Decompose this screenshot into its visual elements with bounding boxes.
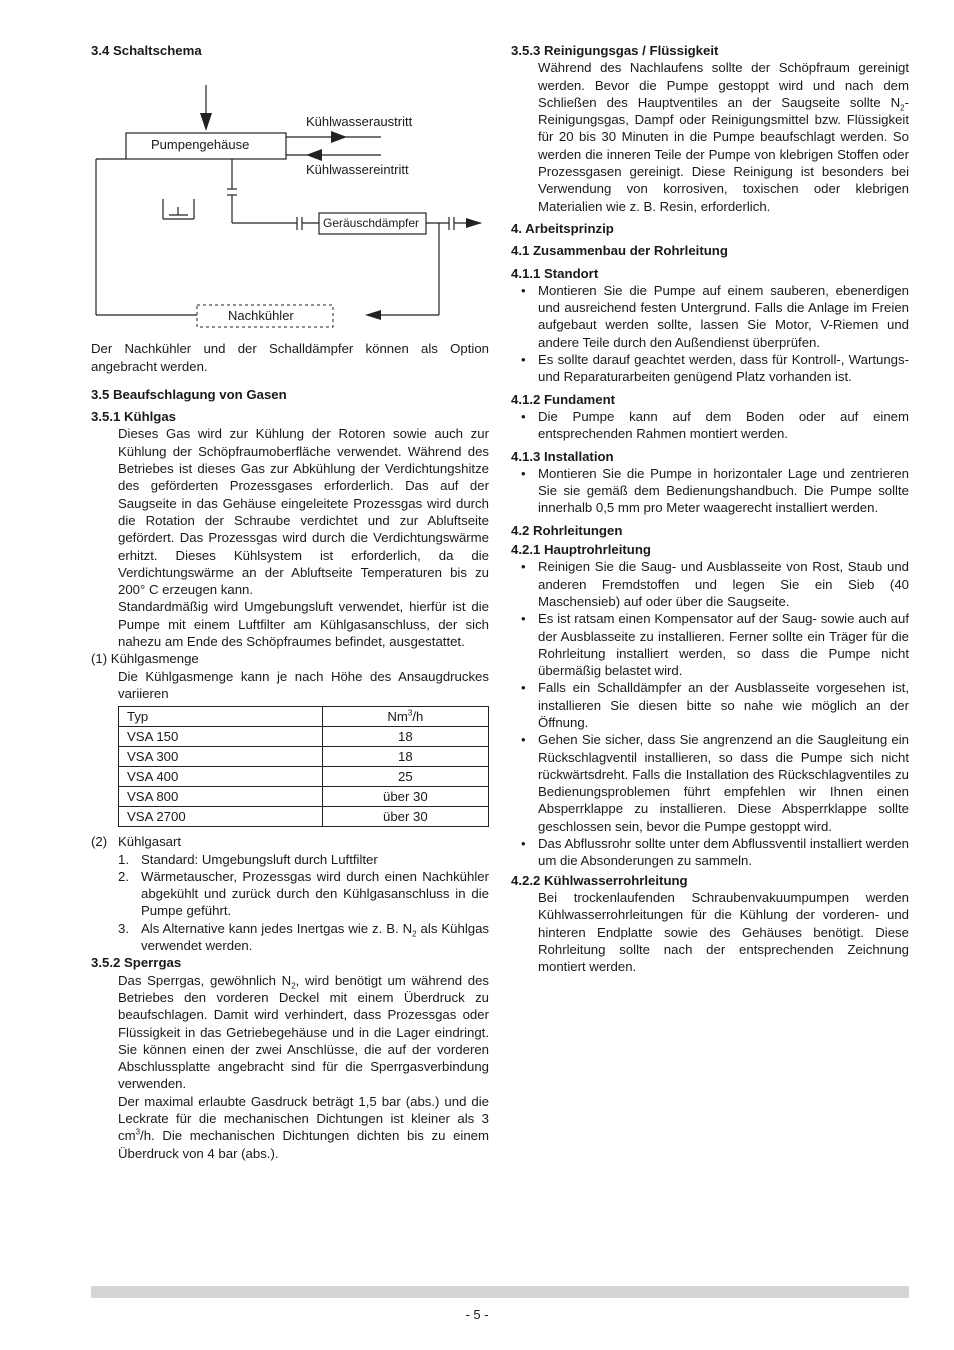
paragraph-cooling-gas: Dieses Gas wird zur Kühlung der Rotoren sowie auch zur Kühlung der Schöpfraumoberfläche verwendet. Während des Betriebes ist dieses Gas zur Abkühlung der Verdichtungshitze des geförderten Prozessgases erforderlich. Das auf der Saugseite in das Gehäuse eingeleitete Prozessgas wird durch die Rotation der Schraube verdichtet und zur Abluftseite gefördert. Das Prozessgas wird durch die Verdichtungswärme erhitzt. Dieses Kühlsystem ist erforderlich, da die Verdichtungswärme an der Abluftseite Temperaturen bis zu 200° C erzeugen kann.	[118, 426, 489, 598]
heading-4-1-3: 4.1.3 Installation	[511, 448, 614, 464]
left-column	[91, 42, 489, 1162]
heading-4: 4. Arbeitsprinzip	[511, 220, 614, 236]
paragraph-cooling-water-piping: Bei trockenlaufenden Schraubenvakuumpumpen werden Kühlwasserrohrleitungen für die Kühlung der vorderen- und hinteren Endplatte sowie des Gehäuses benötigt. Diese Rohrleitung sollte nach der entsprechenden Zeichnung montiert werden.	[538, 889, 909, 975]
right-column	[511, 42, 909, 975]
diagram-label-aftercooler: Nachkühler	[228, 308, 294, 324]
list-item: • Gehen Sie sicher, dass Sie angrenzend an die Saugleitung ein Rückschlagventil installieren, so dass die Pumpe sich nicht rückwärtsdreht. Falls die Installation des Rückschlagventiles zu Bedienungsproblemen führt empfehlen wir Ihnen einen Absperrklappe zu installieren. Diese Absperrklappe sollte geschlossen sein, bevor die Pumpe gestoppt wird.	[511, 731, 909, 835]
list-item: • Reinigen Sie die Saug- und Ausblasseite von Rost, Staub und anderen Fremdstoffen und legen Sie ein Sieb (40 Maschensieb) auf oder über die Saugseite.	[511, 558, 909, 610]
table-row: VSA 2700 über 30	[119, 807, 489, 827]
list-item: • Es ist ratsam einen Kompensator auf der Saug- sowie auch auf der Ausblasseite zu installieren. Ferner sollte ein Träger für die Rohrleitung installiert werden, so dass die Pumpe nicht übermäßig belastet wird.	[511, 610, 909, 679]
table-row: VSA 800 über 30	[119, 787, 489, 807]
heading-3-5: 3.5 Beaufschlagung von Gasen	[91, 386, 287, 402]
list-item: • Montieren Sie die Pumpe in horizontaler Lage und zentrieren Sie sie gemäß dem Bedienungshandbuch. Die Pumpe sollte innerhalb 0,5 mm pro Meter waagerecht installiert werden.	[511, 465, 909, 517]
paragraph-cooling-gas-standard: Standardmäßig wird Umgebungsluft verwendet, hierfür ist die Pumpe mit einem Luftfilter am Kühlgasanschluss, der sich nahezu am Ende des Schöpfraumes befindet, ausgestattet.	[118, 599, 489, 650]
diagram-note: Der Nachkühler und der Schalldämpfer können als Option angebracht werden.	[91, 341, 489, 374]
list-item: • Das Abflussrohr sollte unter dem Abflussventil installiert werden um die Absonderungen zu sammeln.	[511, 835, 909, 870]
heading-3-4: 3.4 Schaltschema	[91, 43, 202, 58]
table-row: VSA 150 18	[119, 727, 489, 747]
heading-4-1: 4.1 Zusammenbau der Rohrleitung	[511, 243, 728, 259]
list-item: • Die Pumpe kann auf dem Boden oder auf einem entsprechenden Rahmen montiert werden.	[511, 408, 909, 443]
list-item: 1. Standard: Umgebungsluft durch Luftfilter	[118, 851, 378, 867]
heading-4-1-1: 4.1.1 Standort	[511, 265, 599, 281]
diagram-label-cooling-water-outlet: Kühlwasseraustritt	[306, 114, 413, 130]
table-header-type: Typ	[119, 707, 323, 727]
diagram-label-pump-housing: Pumpengehäuse	[151, 137, 250, 153]
cooling-gas-table	[118, 706, 489, 827]
paragraph-cleaning-gas: Während des Nachlaufens sollte der Schöpfraum gereinigt werden. Bevor die Pumpe gestoppt wird und nach dem Schließen des Hauptventiles an der Saugseite sollte $N_2$-Reinigungsgas, Dampf oder Reinigungsmittel bzw. Flüssigkeit für 20 bis 30 Minuten in die Pumpe beaufschlagt werden. So werden die inneren Teile der Pumpe von klebrigen Stoffen oder Prozessgasen gereinigt. Diese Reinigung ist besonders bei Verwendung von korrosiven, toxischen oder klebrigen Materialien wie z. B. Resin, erforderlich.	[538, 60, 909, 214]
list-item: • Es sollte darauf geachtet werden, dass für Kontroll-, Wartungs- und Reparaturarbeiten genügend Platz vorhanden ist.	[511, 351, 909, 386]
table-row: VSA 400 25	[119, 767, 489, 787]
cooling-gas-type-label: (2) Kühlgasart	[91, 834, 182, 850]
heading-4-2-1: 4.2.1 Hauptrohrleitung	[511, 542, 651, 558]
paragraph-sealing-gas: Das Sperrgas, gewöhnlich $N_2$, wird benötigt um während des Betriebes den vorderen Deckel mit einem Überdruck zu beaufschlagen. Damit wird verhindert, dass Prozessgas oder Flüssigkeit in das Getriebegehäuse und in die Lager eindringt. Sie können einen der zwei Anschlüsse, die auf der vorderen Abschlussplatte angebracht sind für die Sperrgasverbindung verwenden.	[118, 972, 489, 1092]
heading-4-2-2: 4.2.2 Kühlwasserrohrleitung	[511, 872, 688, 888]
schematic-diagram	[91, 65, 489, 335]
list-item: 3. Als Alternative kann jedes Inertgas wie z. B. $N_2$ als Kühlgas verwendet werden.	[118, 920, 490, 954]
heading-3-5-3: 3.5.3 Reinigungsgas / Flüssigkeit	[511, 43, 719, 58]
diagram-label-silencer: Geräuschdämpfer	[323, 216, 420, 231]
page-number: - 5 -	[465, 1307, 489, 1322]
table-header-row	[119, 707, 489, 727]
heading-3-5-1: 3.5.1 Kühlgas	[91, 409, 177, 425]
table-row: VSA 300 18	[119, 747, 489, 767]
table-header-volume: Nm$^3$/h	[322, 707, 488, 727]
heading-4-1-2: 4.1.2 Fundament	[511, 391, 616, 407]
list-item: • Falls ein Schalldämpfer an der Ausblasseite vorgesehen ist, installieren Sie diesen bitte so nahe wie möglich an der Öffnung.	[511, 679, 909, 731]
footer-bar	[91, 1286, 909, 1298]
list-item: 2. Wärmetauscher, Prozessgas wird durch einen Nachkühler abgekühlt und zurück durch den Kühlgasanschluss in die Pumpe geführt.	[118, 868, 489, 919]
diagram-label-cooling-water-inlet: Kühlwassereintritt	[306, 162, 409, 178]
schematic-lines	[91, 65, 489, 335]
heading-4-2: 4.2 Rohrleitungen	[511, 522, 623, 538]
list-item: • Montieren Sie die Pumpe auf einem sauberen, ebenerdigen und ausreichend festen Untergrund. Falls die Anlage im Freien aufgebaut werden sollte, lassen Sie Motor, V-Riemen und andere Teile durch den Außendienst überprüfen.	[511, 282, 909, 351]
cooling-gas-amount-label: (1) Kühlgasmenge	[91, 651, 199, 667]
heading-3-5-2: 3.5.2 Sperrgas	[91, 955, 182, 971]
cooling-gas-amount-text: Die Kühlgasmenge kann je nach Höhe des Ansaugdruckes variieren	[118, 668, 489, 701]
paragraph-sealing-gas-pressure: Der maximal erlaubte Gasdruck beträgt 1,5 bar (abs.) und die Leckrate für die mechanischen Dichtungen ist kleiner als 3 $cm^3/h$. Die mechanischen Dichtungen dichten bis zu einem Überdruck von 4 bar (abs.).	[118, 1093, 489, 1161]
